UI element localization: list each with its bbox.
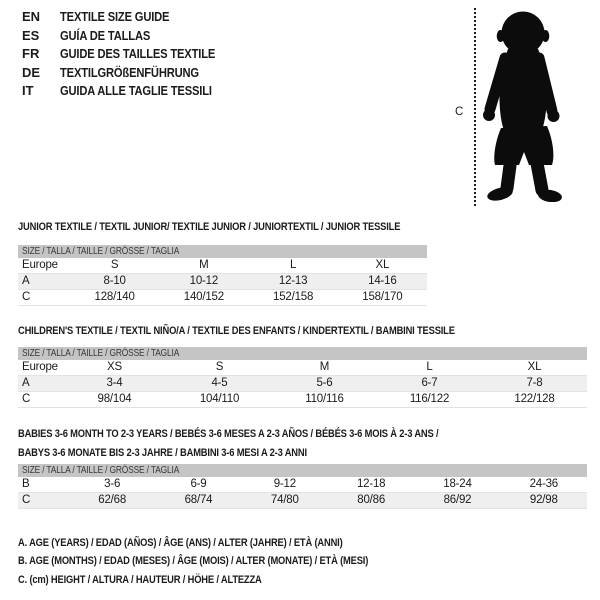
language-code: ES	[22, 27, 40, 43]
row-label: C	[22, 393, 31, 405]
size-cell: S	[215, 361, 224, 373]
size-cell: XL	[527, 361, 542, 373]
footnote-list	[18, 534, 430, 589]
language-code: IT	[22, 83, 34, 99]
language-row	[22, 45, 240, 64]
size-cell: 6-9	[190, 478, 207, 490]
size-cell: 80/86	[357, 494, 386, 506]
row-label: C	[22, 494, 31, 506]
babies-size-table	[18, 464, 587, 509]
size-cell: M	[319, 361, 330, 373]
size-cell: 3-6	[104, 478, 121, 490]
size-cell: 8-10	[103, 275, 126, 287]
language-code: EN	[22, 9, 41, 24]
children-table-title	[18, 322, 532, 341]
size-cell: 9-12	[273, 478, 296, 490]
language-label: TEXTILGRÖßENFÜHRUNG	[60, 64, 199, 80]
size-cell: 92/98	[529, 494, 558, 506]
size-cell: 74/80	[270, 494, 299, 506]
size-cell: L	[290, 259, 297, 271]
size-cell: 122/128	[514, 393, 555, 405]
language-row	[22, 64, 240, 83]
language-label: TEXTILE SIZE GUIDE	[60, 9, 170, 24]
junior-table-title	[18, 218, 468, 237]
size-cell: 116/122	[409, 393, 450, 405]
junior-size-table	[18, 245, 427, 306]
size-cell: L	[426, 361, 433, 373]
language-code: DE	[22, 64, 41, 80]
language-label: GUIDA ALLE TAGLIE TESSILI	[60, 83, 212, 99]
size-cell: 6-7	[421, 377, 438, 389]
size-cell: M	[199, 259, 209, 271]
size-cell: 98/104	[97, 393, 132, 405]
size-header-text: SIZE / TALLA / TAILLE / GRÖSSE / TAGLIA	[22, 347, 180, 359]
size-cell: 18-24	[443, 478, 472, 490]
size-cell: 86/92	[443, 494, 472, 506]
size-cell: 3-4	[106, 377, 123, 389]
size-cell: 62/68	[98, 494, 127, 506]
language-row	[22, 82, 240, 101]
table-row-europe	[18, 258, 427, 274]
size-cell: 5-6	[316, 377, 333, 389]
size-cell: 152/158	[273, 291, 314, 303]
table-row-height	[18, 290, 427, 306]
size-cell: XS	[107, 361, 122, 373]
size-cell: 12-18	[356, 478, 386, 490]
language-row	[22, 8, 240, 27]
row-label: C	[22, 291, 31, 303]
babies-table-title-line2: BABYS 3-6 MONATE BIS 2-3 JAHRE / BAMBINI 3-6 MESI A 2-3 ANNI	[18, 446, 307, 459]
size-cell: 4-5	[211, 377, 228, 389]
row-label: Europe	[22, 361, 58, 373]
footnote-text: A. AGE (YEARS) / EDAD (AÑOS) / ÂGE (ANS) / ALTER (JAHRE) / ETÀ (ANNI)	[18, 537, 343, 549]
height-reference-line	[474, 8, 476, 206]
size-cell: 7-8	[526, 377, 543, 389]
row-label: A	[22, 275, 30, 287]
height-label: C	[455, 106, 464, 118]
table-row-age-months	[18, 477, 587, 493]
size-cell: 110/116	[305, 393, 344, 405]
size-cell: 14-16	[368, 275, 397, 287]
size-cell: 24-36	[529, 478, 559, 490]
table-row-europe	[18, 360, 587, 376]
children-table-title-text: CHILDREN'S TEXTILE / TEXTIL NIÑO/A / TEXTILE DES ENFANTS / KINDERTEXTIL / BAMBINI TESSILE	[18, 325, 455, 337]
language-row	[22, 27, 240, 46]
size-cell: 158/170	[362, 291, 403, 303]
row-label: A	[22, 377, 30, 389]
row-label: B	[22, 478, 30, 490]
size-cell: 104/110	[199, 393, 240, 405]
size-header-bar	[18, 464, 587, 477]
language-code: FR	[22, 46, 40, 62]
size-cell: 128/140	[94, 291, 135, 303]
table-row-age	[18, 376, 587, 392]
baby-silhouette-icon	[478, 10, 572, 202]
footnote	[18, 534, 430, 552]
language-label: GUÍA DE TALLAS	[60, 27, 151, 43]
size-cell: 140/152	[183, 291, 224, 303]
size-cell: S	[110, 259, 119, 271]
size-header-bar	[18, 347, 587, 360]
size-cell: XL	[375, 259, 390, 271]
row-label: Europe	[22, 259, 58, 271]
language-label: GUIDE DES TAILLES TEXTILE	[60, 46, 216, 62]
junior-table-title-text: JUNIOR TEXTILE / TEXTIL JUNIOR/ TEXTILE JUNIOR / JUNIORTEXTIL / JUNIOR TESSILE	[18, 221, 401, 233]
footnote	[18, 552, 430, 570]
size-cell: 68/74	[184, 494, 213, 506]
size-header-bar	[18, 245, 427, 258]
table-row-age	[18, 274, 427, 290]
footnote-text: C. (cm) HEIGHT / ALTURA / HAUTEUR / HÖHE / ALTEZZA	[18, 573, 262, 586]
babies-table-title	[18, 425, 513, 462]
size-cell: 12-13	[278, 275, 308, 287]
children-size-table	[18, 347, 587, 408]
footnote-text: B. AGE (MONTHS) / EDAD (MESES) / ÂGE (MOIS) / ALTER (MONATE) / ETÀ (MESI)	[18, 555, 369, 568]
table-row-height	[18, 392, 587, 408]
size-cell: 10-12	[189, 275, 219, 287]
table-row-height	[18, 493, 587, 509]
size-header-text: SIZE / TALLA / TAILLE / GRÖSSE / TAGLIA	[22, 245, 180, 257]
language-list	[22, 8, 240, 101]
size-header-text: SIZE / TALLA / TAILLE / GRÖSSE / TAGLIA	[22, 464, 180, 476]
babies-table-title-line1: BABIES 3-6 MONTH TO 2-3 YEARS / BEBÉS 3-6 MESES A 2-3 AÑOS / BÉBÉS 3-6 MOIS À 2-3 ANS /	[18, 428, 439, 440]
footnote	[18, 571, 430, 589]
